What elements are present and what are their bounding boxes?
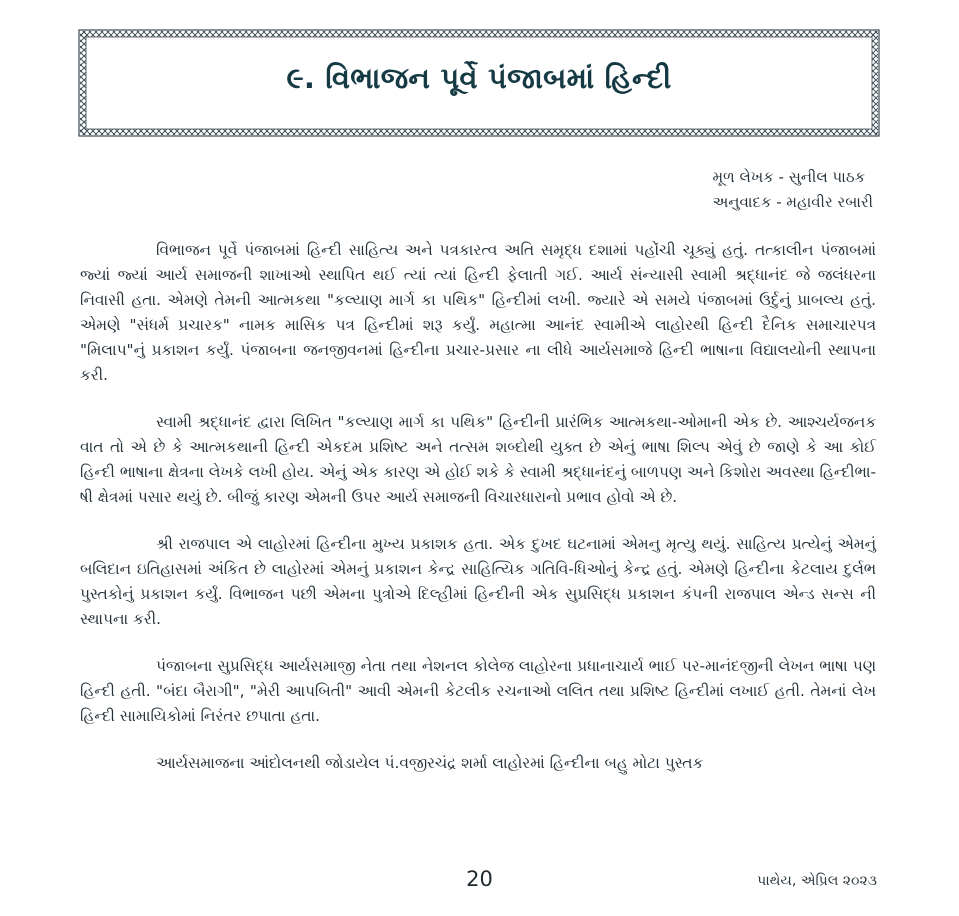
paragraph-2: સ્વામી શ્રદ્ધાનંદ દ્વારા લિખિત "કલ્યાણ માર્ગ કા પથિક" હિન્દીની પ્રારંભિક આત્મકથા-ઓમાની એક છે. આશ્ચર્યજનક વાત તો એ છે કે આત્મકથાની હિન્દી એકદમ પ્રશિષ્ટ અને તત્સમ શબ્દોથી યુક્ત છે એનું ભાષા શિલ્પ એવું છે જાણે કે આ કોઈ હિન્દી ભાષાના ક્ષેત્રના લેખકે લખી હોય. એનું એક કારણ એ હોઈ શકે કે સ્વામી શ્રદ્ધાનંદનું બાળપણ અને કિશોરા અવસ્થા હિન્દીભા-ષી ક્ષેત્રમાં પસાર થયું છે. બીજું કારણ એમની ઉપર આર્ય સમાજની વિચારધારાનો પ્રભાવ હોવો એ છે. (80, 413, 876, 506)
article-body (80, 238, 876, 798)
page-number: 20 (466, 867, 493, 891)
paragraph-3: શ્રી રાજપાલ એ લાહોરમાં હિન્દીના મુખ્ય પ્રકાશક હતા. એક દુખદ ઘટનામાં એમનુ મૃત્યુ થયું. સાહિત્ય પ્રત્યેનું એમનું બલિદાન ઇતિહાસમાં અંકિત છે લાહોરમાં એમનું પ્રકાશન કેન્દ્ર સાહિત્યિક ગતિવિ-ધિઓનું કેન્દ્ર હતું. એમણે હિન્દીના કેટલાય દુર્લભ પુસ્તકોનું પ્રકાશન કર્યું. વિભાજન પછી એમના પુત્રોએ દિલ્હીમાં હિન્દીની એક સુપ્રસિદ્ધ પ્રકાશન કંપની રાજપાલ એન્ડ સન્સ ની સ્થાપના કરી. (80, 535, 876, 628)
paragraph-5: આર્યસમાજના આંદોલનથી જોડાયેલ પં.વજીરચંદ્ર શર્મા લાહોરમાં હિન્દીના બહુ મોટા પુસ્તક (156, 754, 704, 772)
paragraph-1: વિભાજન પૂર્વે પંજાબમાં હિન્દી સાહિત્ય અને પત્રકારત્વ અતિ સમૃદ્ધ દશામાં પહોંચી ચૂક્યું હતું. તત્કાલીન પંજાબમાં જ્યાં જ્યાં આર્ય સમાજની શાખાઓ સ્થાપિત થઈ ત્યાં ત્યાં હિન્દી ફેલાતી ગઈ. આર્ય સંન્યાસી સ્વામી શ્રદ્ધાનંદ જે જલંધરના નિવાસી હતા. એમણે તેમની આત્મકથા "કલ્યાણ માર્ગ કા પથિક" હિન્દીમાં લખી. જ્યારે એ સમયે પંજાબમાં ઉર્દુનું પ્રાબલ્ય હતું. એમણે "સંધર્મ પ્રચારક" નામક માસિક પત્ર હિન્દીમાં શરૂ કર્યું. મહાત્મા આનંદ સ્વામીએ લાહોરથી હિન્દી દૈનિક સમાચારપત્ર "મિલાપ"નું પ્રકાશન કર્યું. પંજાબના જનજીવનમાં હિન્દીના પ્રચાર-પ્રસાર ના લીધે આર્યસમાજે હિન્દી ભાષાના વિદ્યાલયોની સ્થાપના કરી. (80, 241, 876, 384)
magazine-issue: પાથેય, એપ્રિલ ૨૦૨૩ (757, 873, 877, 889)
title-frame (78, 29, 880, 137)
author-credit: મૂળ લેખક - સુનીલ પાઠક (712, 168, 866, 186)
page-title: ૯. વિભાજન પૂર્વે પંજાબમાં હિન્દી (286, 61, 672, 95)
credits (712, 165, 873, 215)
paragraph-4: પંજાબના સુપ્રસિદ્ધ આર્યસમાજી નેતા તથા નેશનલ કોલેજ લાહોરના પ્રધાનાચાર્ય ભાઈ પર-માનંદજીની લેખન ભાષા પણ હિન્દી હતી. "બંદા બૈરાગી", "મેરી આપબિતી" આવી એમની કેટલીક રચનાઓ લલિત તથા પ્રશિષ્ટ હિન્દીમાં લખાઈ હતી. તેમનાં લેખ હિન્દી સામાયિકોમાં નિરંતર છપાતા હતા. (80, 657, 876, 725)
translator-credit: અનુવાદક - મહાવીર રબારી (712, 193, 873, 211)
